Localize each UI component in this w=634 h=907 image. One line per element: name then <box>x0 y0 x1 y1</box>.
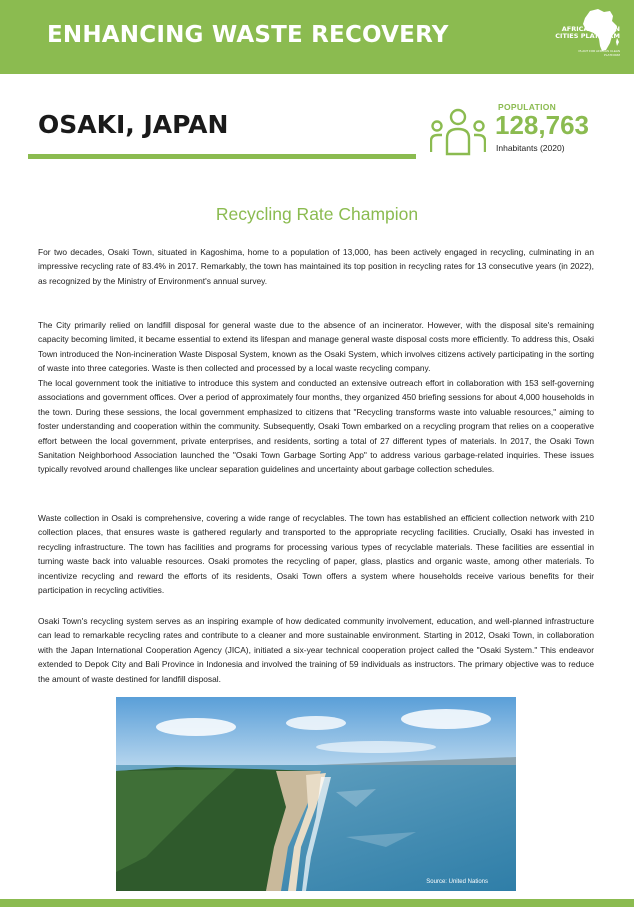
paragraph-5: Osaki Town's recycling system serves as an inspiring example of how dedicated community involvement, education, and well-planned infrastructure can lead to remarkable recycling rates and contribute to a cleaner and more sustainable environment. Starting in 2012, Osaki Town, in collaboration with the Japan International Cooperation Agency (JICA), initiated a six-year technical cooperation project called the "Osaki System." This endeavor extended to Depok City and Bali Province in Indonesia and involved the training of 59 individuals as instructors. The primary objective was to reduce the amount of waste destined for landfill disposal. <box>38 616 594 684</box>
logo-line-1: AFRICAN CLEAN <box>561 25 620 33</box>
population-value: 128,763 <box>495 110 589 140</box>
section-subtitle: Recycling Rate Champion <box>215 204 419 224</box>
population-label: POPULATION <box>498 102 557 112</box>
logo-tagline: PLANT FOR AFRICAN CLEAN PLATFORM <box>578 49 620 57</box>
banner-title: ENHANCING WASTE RECOVERY <box>47 22 449 48</box>
logo-line-2: CITIES PLATFORM <box>555 32 620 40</box>
population-note: Inhabitants (2020) <box>496 143 565 153</box>
photo-credit: Source: United Nations <box>426 879 488 885</box>
city-title: OSAKI, JAPAN <box>38 110 229 139</box>
paragraph-3: The local government took the initiative to introduce this system and conducted an extensive outreach effort in collaboration with 153 self-governing associations and government offices. Over a period of approximately four months, they organized 450 briefing sessions for about 4,000 households in the town. During these sessions, the local government emphasized to citizens that "Recycling transforms waste into valuable resources," aiming to foster understanding and cooperation within the community. Subsequently, Osaki Town embarked on a recycling program that relies on a cooperative effort between the local government, private enterprises, and residents, sorting a total of 27 different types of materials. In 2017, the Osaki Town Sanitation Neighborhood Association launched the "Osaki Town Garbage Sorting App" to address various garbage-related inquiries. These issues typically revolved around challenges like unclear separation guidelines and uncertainty about garbage collection schedules. <box>38 378 594 475</box>
people-group-icon <box>430 108 486 165</box>
paragraph-1: For two decades, Osaki Town, situated in Kagoshima, home to a population of 13,000, has been actively engaged in recycling, culminating in an impressive recycling rate of 83.4% in 2017. Remarkably, the town has maintained its top position in recycling rates for 13 consecutive years (in 2022), as recognized by the Ministry of Environment's annual survey. <box>38 247 594 286</box>
paragraph-4: Waste collection in Osaki is comprehensive, covering a wide range of recyclables. The town has established an efficient collection network with 210 collection places, that ensures waste is gathered regularly and transported to the appropriate recycling facilities. Crucially, Osaki has invested in recycling infrastructure. The town has facilities and programs for processing various types of recyclable materials. These facilities are essential in turning waste back into valuable resources. Osaki promotes the recycling of paper, glass, plastics and organic waste, among other materials. To incentivize recycling and reward the efforts of its residents, Osaki Town offers a system where households receive various benefits for their participation in recycling activities. <box>38 513 594 596</box>
paragraph-2: The City primarily relied on landfill disposal for general waste due to the absence of an incinerator. However, with the disposal site's remaining capacity becoming limited, it became essential to extend its lifespan and manage general waste disposal costs more efficiently. To address this, Osaki Town introduced the Non-incineration Waste Disposal System, known as the Osaki System, which involves citizens actively participating in the sorting of waste into three categories. Waste is then collected and processed by a local waste recycling company. <box>38 320 594 374</box>
platform-logo <box>540 8 628 68</box>
footer-bar <box>0 899 634 907</box>
header-banner <box>0 0 634 74</box>
logo-wordmark <box>555 26 620 40</box>
coastline-photo <box>116 697 516 891</box>
title-underline <box>28 154 416 159</box>
